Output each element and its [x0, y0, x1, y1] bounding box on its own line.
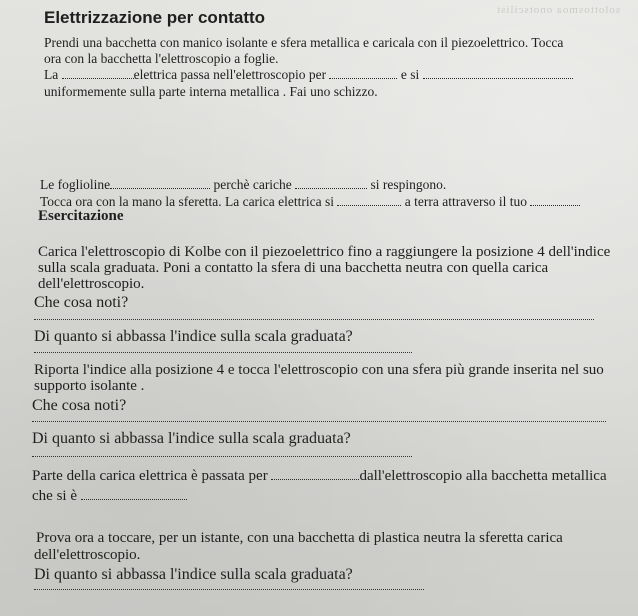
blank-field[interactable]: [295, 177, 367, 189]
exercise-p4-line-1: Prova ora a toccare, per un istante, con una bacchetta di plastica neutra la sferetta carica: [36, 530, 563, 546]
exercise-p1-line-1: Carica l'elettroscopio di Kolbe con il piezoelettrico fino a raggiungere la posizione 4 dell'indice: [38, 244, 611, 260]
blank-field[interactable]: [62, 67, 134, 79]
blank-field[interactable]: [110, 177, 210, 189]
intro-line-1: Prendi una bacchetta con manico isolante e sfera metallica e caricala con il piezoelettrico. Tocca: [44, 35, 564, 50]
foglioline-start: Le foglioline: [40, 177, 111, 192]
answer-line-3[interactable]: [32, 421, 606, 422]
question-5: Di quanto si abbassa l'indice sulla scala graduata?: [34, 566, 353, 583]
bleed-through-text: solottosmoa onotscilist: [495, 4, 620, 16]
foglioline-line-2-middle: a terra attraverso il tuo: [404, 194, 527, 209]
exercise-heading: Esercitazione: [38, 208, 124, 224]
blank-field[interactable]: [81, 488, 187, 500]
foglioline-middle: perchè cariche: [213, 177, 292, 192]
intro-line-3: [44, 66, 573, 83]
exercise-p2-line-1: Riporta l'indice alla posizione 4 e tocca l'elettroscopio con una sfera più grande inserita nel suo: [34, 362, 604, 378]
blank-field[interactable]: [337, 194, 401, 206]
question-2: Di quanto si abbassa l'indice sulla scala graduata?: [34, 328, 353, 345]
foglioline-end: si respingono.: [370, 177, 447, 192]
answer-line-4[interactable]: [32, 456, 412, 457]
exercise-p3-line-2: [32, 488, 187, 505]
answer-line-5[interactable]: [34, 589, 424, 590]
exercise-p2-line-2: supporto isolante .: [34, 378, 145, 394]
question-4: Di quanto si abbassa l'indice sulla scala graduata?: [32, 430, 351, 447]
intro-line-3-start: La: [44, 67, 59, 82]
blank-field[interactable]: [530, 194, 580, 206]
exercise-p3-end: dall'elettroscopio alla bacchetta metallica: [359, 468, 607, 484]
blank-field[interactable]: [271, 468, 359, 480]
intro-line-3-middle: elettrica passa nell'elettroscopio per: [133, 67, 327, 82]
worksheet-title: Elettrizzazione per contatto: [44, 8, 266, 27]
exercise-p3-start: Parte della carica elettrica è passata per: [32, 468, 268, 484]
foglioline-line-1: [40, 176, 446, 193]
question-1: Che cosa noti?: [34, 294, 129, 311]
answer-line-2[interactable]: [34, 352, 412, 353]
foglioline-line-2-start: Tocca ora con la mano la sferetta. La carica elettrica si: [40, 194, 335, 209]
question-3: Che cosa noti?: [32, 397, 127, 414]
blank-field[interactable]: [329, 67, 397, 79]
answer-line-1[interactable]: [34, 319, 594, 320]
intro-line-3-end: e si: [400, 67, 420, 82]
exercise-p3-line-1: [32, 468, 607, 485]
exercise-p1-line-3: dell'elettroscopio.: [38, 276, 145, 292]
exercise-p4-line-2: dell'elettroscopio.: [34, 547, 141, 563]
intro-line-4: uniformemente sulla parte interna metallica . Fai uno schizzo.: [44, 84, 378, 99]
exercise-p3-line-2-text: che si è: [32, 488, 77, 504]
intro-line-2: ora con la bacchetta l'elettroscopio a foglie.: [44, 51, 279, 66]
blank-field[interactable]: [423, 67, 573, 79]
exercise-p1-line-2: sulla scala graduata. Poni a contatto la sfera di una bacchetta neutra con quella carica: [38, 260, 549, 276]
